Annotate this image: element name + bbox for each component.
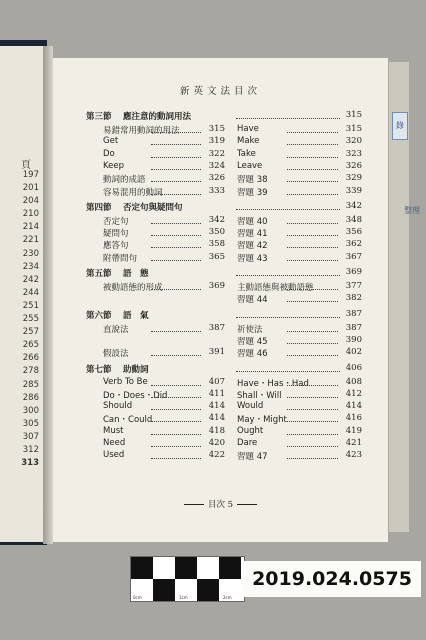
leader-dots — [151, 132, 201, 133]
section-page: 406 — [345, 362, 362, 373]
toc-entry — [237, 347, 362, 361]
entry-title: 習題 41 — [237, 229, 268, 240]
side-note: 整理 — [404, 206, 420, 215]
entry-title: Must — [103, 425, 124, 436]
entry-title: Ought — [237, 425, 264, 436]
entry-title: 祈使法 — [237, 324, 263, 335]
leader-dots — [287, 289, 338, 290]
leader-dots — [151, 169, 201, 170]
entry-title: 易錯常用動詞的用法 — [103, 126, 180, 136]
leader-dots — [287, 247, 338, 248]
footer-dash-left — [184, 504, 204, 505]
section-title: 語 態 — [123, 269, 149, 279]
entry-page: 326 — [345, 160, 362, 171]
leader-dots — [151, 409, 201, 410]
leader-dots — [287, 409, 338, 410]
section-heading — [86, 267, 362, 281]
entry-page: 320 — [345, 136, 362, 147]
left-page-number: 204 — [22, 196, 39, 207]
toc-entry — [237, 293, 362, 307]
entry-title: Take — [237, 148, 256, 159]
entry-title: 直說法 — [103, 324, 129, 335]
section-number: 第五節 — [86, 269, 112, 279]
left-page-number: 255 — [22, 314, 39, 325]
leader-dots — [287, 397, 338, 398]
entry-page: 326 — [208, 173, 225, 184]
entry-page: 315 — [345, 124, 362, 134]
page-footer — [53, 498, 388, 510]
scale-square — [219, 557, 241, 579]
entry-page: 416 — [345, 413, 362, 424]
index-tab: 錄 — [392, 112, 408, 140]
leader-dots — [151, 434, 201, 435]
leader-dots — [151, 289, 201, 290]
entry-page: 362 — [345, 239, 362, 250]
entry-page: 356 — [345, 227, 362, 238]
entry-title: Shall・Will — [237, 390, 282, 401]
entry-page: 365 — [208, 251, 225, 262]
entry-title: Leave — [237, 160, 263, 171]
entry-page: 402 — [345, 347, 362, 358]
section-heading — [86, 201, 362, 215]
leader-dots — [287, 421, 338, 422]
entry-page: 423 — [345, 450, 362, 461]
entry-page: 323 — [345, 148, 362, 159]
leader-dots — [151, 260, 201, 261]
left-page-number: 214 — [22, 222, 39, 233]
entry-page: 319 — [208, 136, 225, 147]
entry-page: 420 — [208, 438, 225, 448]
entry-title: Keep — [103, 160, 125, 171]
leader-dots — [236, 275, 340, 276]
leader-dots — [151, 247, 201, 248]
entry-page: 391 — [208, 347, 225, 358]
entry-page: 418 — [208, 425, 225, 436]
toc-entry — [103, 186, 225, 200]
leader-dots — [151, 235, 201, 236]
left-page-number: 230 — [22, 248, 39, 259]
entry-title: Do・Does・Did — [103, 390, 168, 401]
left-page-number: 286 — [22, 392, 39, 403]
entry-title: 習題 47 — [237, 452, 268, 463]
entry-page: 390 — [345, 334, 362, 345]
leader-dots — [287, 458, 338, 459]
footer-dash-right — [237, 504, 257, 505]
entry-page: 387 — [208, 322, 225, 333]
entry-page: 329 — [345, 173, 362, 184]
scale-tick: 0cm — [133, 595, 142, 600]
left-page-heading: 頁 — [21, 160, 31, 171]
entry-title: Have・Has・Had — [237, 378, 309, 389]
section-number: 第七節 — [86, 364, 112, 375]
entry-page: 407 — [208, 376, 225, 387]
leader-dots — [287, 223, 338, 224]
entry-title: Do — [103, 148, 115, 159]
entry-page: 369 — [208, 281, 225, 291]
catalog-number-label: 2019.024.0575 — [243, 561, 421, 597]
leader-dots — [236, 209, 340, 210]
left-page-numbers — [21, 170, 39, 471]
entry-title: 習題 38 — [237, 175, 268, 186]
entry-page: 315 — [208, 124, 225, 134]
section-title: 助動詞 — [123, 364, 149, 375]
section-heading — [86, 309, 362, 323]
left-page-number: 242 — [22, 274, 39, 285]
section-number: 第六節 — [86, 310, 112, 321]
entry-page: 412 — [345, 388, 362, 399]
entry-page: 367 — [345, 251, 362, 262]
section-page: 315 — [345, 110, 362, 120]
entry-title: Should — [103, 401, 133, 412]
left-page-number: 278 — [22, 366, 39, 377]
entry-page: 408 — [345, 376, 362, 387]
leader-dots — [287, 434, 338, 435]
toc-entry-row — [86, 252, 362, 266]
footer-label: 目次 5 — [207, 500, 234, 510]
leader-dots — [287, 157, 338, 158]
section-page: 342 — [345, 200, 362, 211]
leader-dots — [151, 331, 201, 332]
entry-title: 習題 42 — [237, 241, 268, 252]
entry-title: 主動語態與被動語態 — [237, 283, 314, 293]
leader-dots — [287, 343, 338, 344]
entry-title: 習題 45 — [237, 336, 268, 347]
entry-page: 342 — [208, 214, 225, 225]
leader-dots — [287, 132, 338, 133]
left-page-number: 251 — [22, 300, 39, 311]
entry-title: 否定句 — [103, 216, 129, 227]
entry-title: Make — [237, 136, 260, 147]
leader-dots — [287, 181, 338, 182]
leader-dots — [151, 446, 201, 447]
entry-title: 應答句 — [103, 241, 129, 252]
left-page-number: 300 — [22, 405, 39, 416]
leader-dots — [151, 421, 201, 422]
left-page-number: 244 — [22, 287, 39, 298]
entry-page: 382 — [345, 293, 362, 304]
entry-title: 容易混用的動詞 — [103, 187, 163, 198]
leader-dots — [236, 317, 340, 318]
section-number: 第三節 — [86, 112, 112, 122]
left-page-number: 234 — [22, 261, 39, 272]
leader-dots — [151, 157, 201, 158]
leader-dots — [287, 260, 338, 261]
entry-page: 387 — [345, 322, 362, 333]
entry-title: Used — [103, 450, 125, 461]
book-gutter — [43, 46, 53, 544]
section-title: 應注意的動詞用法 — [123, 112, 192, 122]
entry-title: Have — [237, 124, 259, 134]
left-page — [0, 46, 44, 542]
section-page: 387 — [345, 308, 362, 319]
leader-dots — [287, 235, 338, 236]
toc-entry — [103, 347, 225, 361]
section-title: 語 氣 — [123, 310, 149, 321]
entry-title: 習題 46 — [237, 349, 268, 360]
scale-tick: 2cm — [223, 595, 232, 600]
leader-dots — [287, 194, 338, 195]
entry-title: Verb To Be — [103, 376, 148, 387]
leader-dots — [287, 144, 338, 145]
leader-dots — [151, 355, 201, 356]
left-page-number: 201 — [22, 183, 39, 194]
entry-title: Need — [103, 438, 126, 448]
scale-square — [131, 557, 153, 579]
left-page-number: 257 — [22, 327, 39, 338]
left-page-number: 312 — [22, 444, 39, 455]
entry-title: 習題 43 — [237, 253, 268, 264]
toc-entry — [237, 186, 362, 200]
entry-page: 358 — [208, 239, 225, 250]
scale-square — [175, 557, 197, 579]
left-page-number: 307 — [22, 431, 39, 442]
left-page-number: 197 — [22, 170, 39, 180]
entry-page: 322 — [208, 148, 225, 159]
toc-entry-row — [86, 450, 362, 464]
color-scale-bar — [130, 556, 245, 602]
entry-title: Would — [237, 401, 264, 412]
leader-dots — [287, 355, 338, 356]
entry-page: 414 — [208, 413, 225, 424]
section-title: 否定句與疑問句 — [123, 202, 183, 213]
toc-entry — [237, 252, 362, 266]
entry-page: 348 — [345, 214, 362, 225]
entry-page: 419 — [345, 425, 362, 436]
entry-title: May・Might — [237, 415, 287, 426]
entry-page: 414 — [345, 401, 362, 412]
scale-square — [197, 579, 219, 601]
left-page-number: 265 — [22, 340, 39, 351]
leader-dots — [151, 458, 201, 459]
entry-title: Dare — [237, 438, 258, 448]
section-number: 第四節 — [86, 202, 112, 213]
left-page-number: 266 — [22, 353, 39, 364]
leader-dots — [236, 118, 340, 119]
left-page-number: 210 — [22, 209, 39, 220]
entry-page: 339 — [345, 185, 362, 196]
leader-dots — [287, 301, 338, 302]
toc-entry-row — [86, 347, 362, 361]
leader-dots — [151, 144, 201, 145]
entry-page: 377 — [345, 281, 362, 291]
toc-entry-row — [86, 186, 362, 200]
entry-page: 324 — [208, 160, 225, 171]
entry-page: 333 — [208, 185, 225, 196]
toc-entry — [103, 252, 225, 266]
leader-dots — [287, 169, 338, 170]
entry-title: 習題 39 — [237, 187, 268, 198]
leader-dots — [151, 223, 201, 224]
section-page: 369 — [345, 267, 362, 277]
entry-title: 附帶問句 — [103, 253, 138, 264]
leader-dots — [236, 371, 340, 372]
section-heading — [86, 110, 362, 124]
leader-dots — [151, 385, 201, 386]
scale-square — [153, 579, 175, 601]
left-page-number: 313 — [21, 458, 39, 469]
entry-page: 421 — [345, 438, 362, 448]
entry-page: 422 — [208, 450, 225, 461]
leader-dots — [151, 194, 201, 195]
entry-page: 411 — [208, 388, 225, 399]
entry-page: 414 — [208, 401, 225, 412]
left-page-number: 221 — [22, 235, 39, 246]
entry-title: Can・Could — [103, 415, 153, 426]
toc-entry — [237, 450, 362, 464]
leader-dots — [287, 446, 338, 447]
left-page-number: 305 — [22, 418, 39, 429]
toc-entry — [103, 450, 225, 464]
entry-title: 習題 40 — [237, 216, 268, 227]
scale-tick: 1cm — [179, 595, 188, 600]
entry-title: 疑問句 — [103, 229, 129, 240]
entry-title: 動詞的成語 — [103, 175, 146, 186]
leader-dots — [151, 397, 201, 398]
entry-title: 習題 44 — [237, 295, 268, 306]
section-heading — [86, 363, 362, 377]
entry-page: 350 — [208, 227, 225, 238]
entry-title: 假設法 — [103, 349, 129, 360]
page-title: 新英文法目次 — [179, 86, 261, 97]
toc-entry-row — [86, 293, 362, 307]
left-page-number: 285 — [22, 379, 39, 390]
leader-dots — [151, 181, 201, 182]
entry-title: Get — [103, 136, 119, 147]
leader-dots — [287, 331, 338, 332]
entry-title: 被動語態的形成 — [103, 283, 163, 293]
leader-dots — [287, 385, 338, 386]
